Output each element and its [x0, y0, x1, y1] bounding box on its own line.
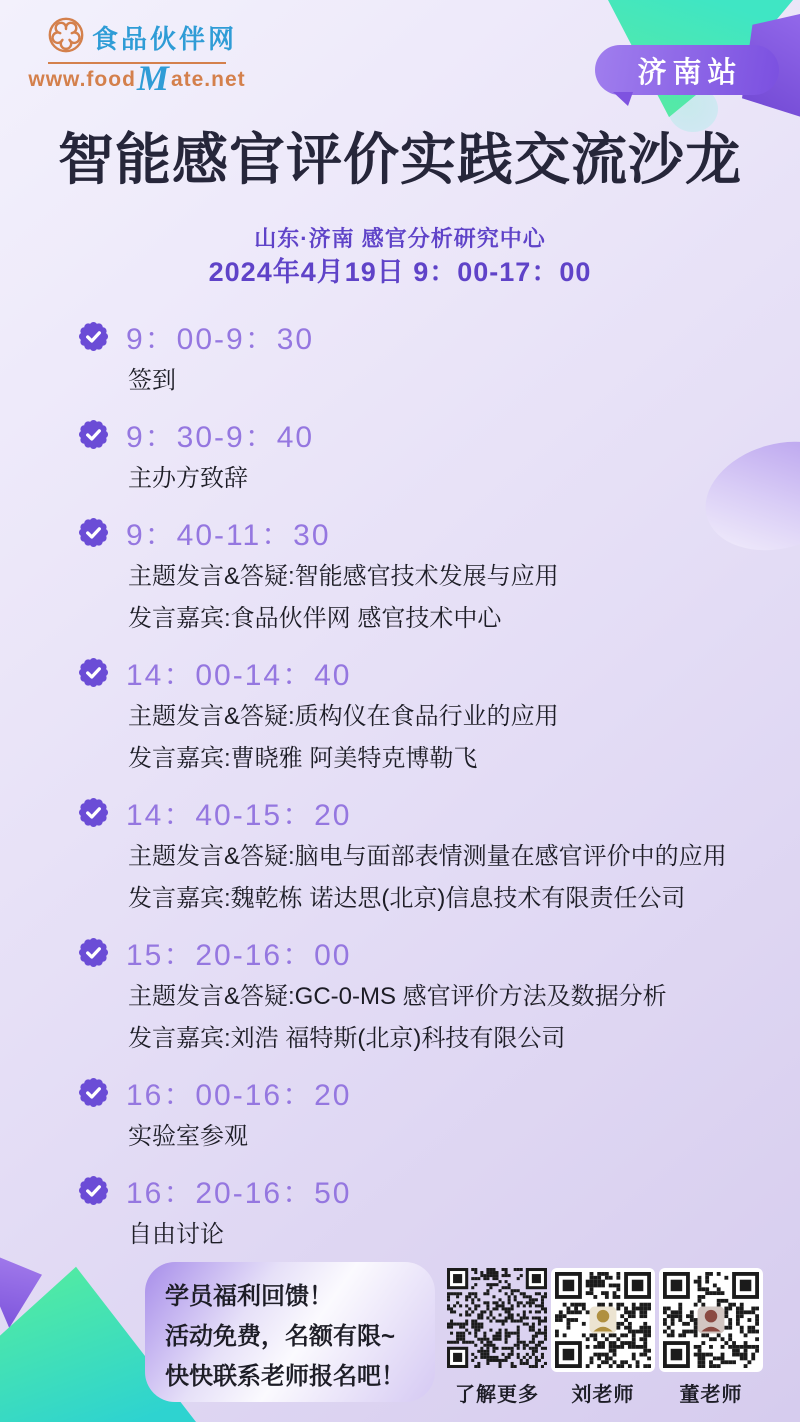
schedule-item: [78, 792, 784, 916]
site-url: [28, 58, 246, 98]
schedule-time: 14：00-14：40: [126, 659, 352, 692]
schedule-item: [78, 652, 784, 776]
check-badge-icon: [78, 1077, 109, 1108]
organizer-line: 山东·济南 感官分析研究中心: [254, 226, 546, 251]
qr-label: 刘老师: [571, 1384, 635, 1406]
check-badge-icon: [78, 657, 109, 688]
site-url-prefix: www.food: [28, 68, 136, 91]
schedule-desc: 发言嘉宾:魏乾栋 诺达思(北京)信息技术有限责任公司: [128, 885, 686, 912]
schedule-desc: 主办方致辞: [128, 465, 248, 492]
schedule-desc: 发言嘉宾:曹晓雅 阿美特克博勒飞: [128, 745, 478, 772]
qr-code-more: [447, 1268, 547, 1368]
check-badge-icon: [78, 321, 109, 352]
schedule-item: [78, 414, 784, 496]
qr-code-teacher-liu: [555, 1272, 651, 1368]
qr-label: 董老师: [679, 1384, 743, 1406]
benefit-box: [145, 1262, 435, 1402]
schedule-time: 9：40-11：30: [126, 519, 331, 552]
schedule-time: 15：20-16：00: [126, 939, 352, 972]
schedule-item: [78, 512, 784, 636]
schedule-desc: 发言嘉宾:刘浩 福特斯(北京)科技有限公司: [128, 1025, 566, 1052]
schedule-desc: 主题发言&答疑:质构仪在食品行业的应用: [128, 703, 559, 730]
qr-label: 了解更多: [455, 1384, 539, 1406]
schedule-item: [78, 932, 784, 1056]
schedule-desc: 主题发言&答疑:脑电与面部表情测量在感官评价中的应用: [128, 843, 727, 870]
schedule-desc: 发言嘉宾:食品伙伴网 感官技术中心: [128, 605, 502, 632]
schedule-desc: 签到: [128, 367, 176, 394]
benefit-line: 学员福利回馈！: [165, 1283, 333, 1310]
schedule-desc: 主题发言&答疑:GC-0-MS 感官评价方法及数据分析: [128, 983, 667, 1010]
check-badge-icon: [78, 419, 109, 450]
check-badge-icon: [78, 1175, 109, 1206]
station-badge-label: 济南站: [637, 56, 743, 89]
schedule-time: 14：40-15：20: [126, 799, 352, 832]
site-url-m: M: [136, 58, 170, 98]
foodmate-flower-icon: [48, 17, 84, 58]
qr-block-teacher-liu: [551, 1268, 655, 1372]
schedule-desc: 自由讨论: [128, 1221, 224, 1248]
page-title: 智能感官评价实践交流沙龙: [58, 128, 742, 191]
schedule-item: [78, 316, 784, 398]
schedule-item: [78, 1072, 784, 1154]
site-logo: [28, 17, 246, 98]
schedule-time: 9：00-9：30: [126, 323, 315, 356]
qr-block-more: [447, 1268, 547, 1368]
benefit-line: 活动免费，名额有限~: [165, 1323, 396, 1350]
station-badge: [595, 45, 779, 95]
schedule-item: [78, 1170, 784, 1252]
benefit-line: 快快联系老师报名吧！: [165, 1363, 405, 1390]
site-name: 食品伙伴网: [92, 24, 238, 54]
check-badge-icon: [78, 797, 109, 828]
schedule-desc: 主题发言&答疑:智能感官技术发展与应用: [128, 563, 559, 590]
schedule-time: 16：00-16：20: [126, 1079, 352, 1112]
qr-block-teacher-dong: [659, 1268, 763, 1372]
site-url-suffix: ate.net: [170, 68, 246, 91]
check-badge-icon: [78, 517, 109, 548]
schedule-desc: 实验室参观: [128, 1123, 248, 1150]
event-datetime: 2024年4月19日 9：00-17：00: [208, 257, 592, 287]
schedule-time: 9：30-9：40: [126, 421, 315, 454]
schedule-time: 16：20-16：50: [126, 1177, 352, 1210]
schedule-list: [78, 316, 784, 1268]
check-badge-icon: [78, 937, 109, 968]
qr-code-teacher-dong: [663, 1272, 759, 1368]
